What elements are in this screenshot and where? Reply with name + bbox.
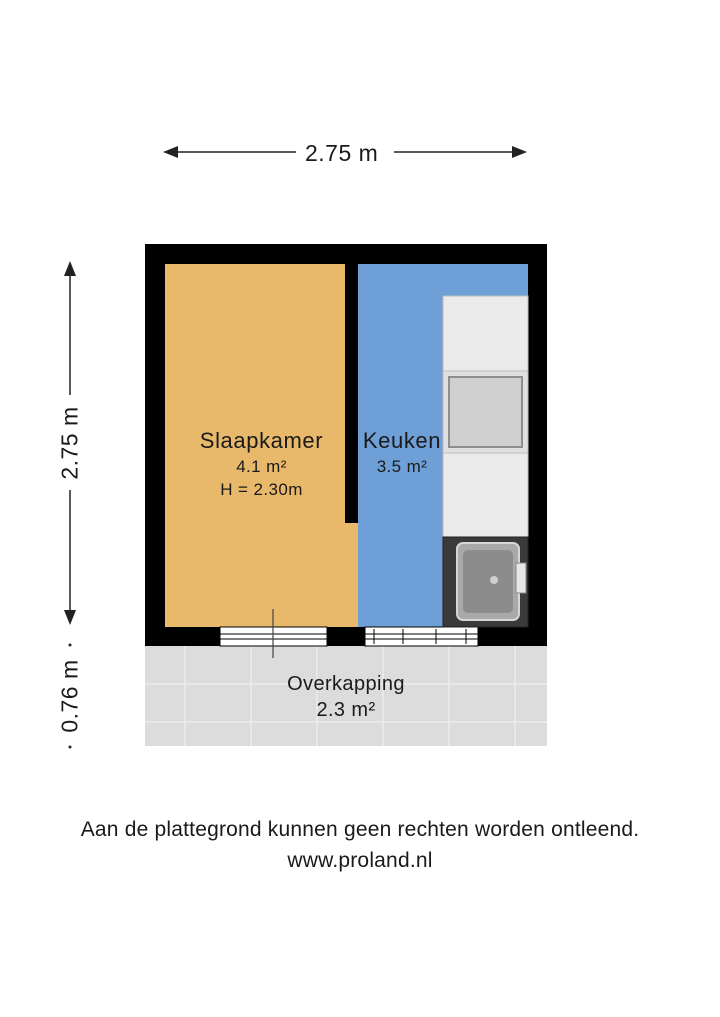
kitchen-area: 3.5 m² [376, 457, 428, 476]
disclaimer-text: Aan de plattegrond kunnen geen rechten worden ontleend. [80, 818, 640, 841]
kitchen-window [365, 627, 478, 646]
overhang-name: Overkapping [287, 673, 405, 695]
kitchen-counter [443, 296, 528, 627]
kitchen-label-group [358, 428, 446, 477]
faucet-icon [516, 563, 526, 593]
width-dimension-label: 2.75 m [305, 140, 379, 166]
kitchen-name: Keuken [362, 428, 442, 453]
bedroom-label-group [165, 428, 358, 500]
bedroom-ceiling-height: H = 2.30m [220, 480, 303, 499]
overhang-depth-label: 0.76 m [59, 655, 82, 736]
overhang-label-group [145, 673, 547, 722]
height-dimension-label: 2.75 m [59, 402, 82, 483]
website-link[interactable]: www.proland.nl [287, 849, 433, 872]
bedroom-area: 4.1 m² [236, 457, 287, 476]
overhang-area: 2.3 m² [316, 699, 376, 721]
stove-icon [449, 377, 522, 447]
bedroom-name: Slaapkamer [199, 428, 324, 453]
